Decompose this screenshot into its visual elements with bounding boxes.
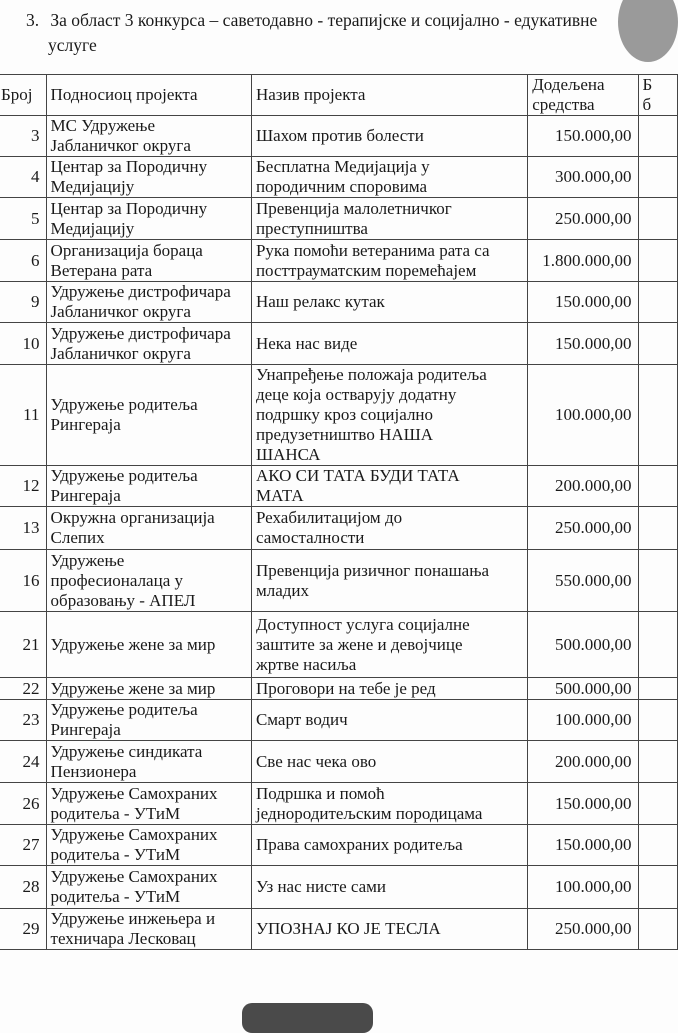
cell-sredstva: 100.000,00 bbox=[528, 365, 638, 466]
cell-naziv bbox=[251, 866, 527, 909]
header-sredstva-line-2: средства bbox=[532, 95, 595, 114]
cell-last-partial bbox=[638, 783, 678, 825]
podnosilac-line: Центар за Породичну bbox=[50, 157, 208, 176]
cell-naziv bbox=[251, 116, 527, 157]
naziv-line: Рехабилитацијом до bbox=[255, 508, 403, 527]
cell-naziv bbox=[251, 323, 527, 365]
cell-podnosilac bbox=[46, 909, 251, 950]
header-naziv: Назив пројекта bbox=[251, 75, 527, 116]
header-sredstva-line-1: Додељена bbox=[532, 75, 605, 94]
cell-naziv bbox=[251, 507, 527, 550]
table-row bbox=[0, 466, 678, 507]
podnosilac-line: Удружење инжењера и bbox=[50, 909, 216, 928]
podnosilac-line: Удружење дистрофичара bbox=[50, 282, 231, 301]
heading-line-1: За област 3 конкурса – саветодавно - терапијске и социјално - едукативне bbox=[50, 10, 598, 30]
cell-broj: 10 bbox=[0, 323, 46, 365]
naziv-line: преступништва bbox=[255, 218, 368, 238]
table-row bbox=[0, 700, 678, 741]
naziv-line: Шахом против болести bbox=[255, 126, 424, 145]
podnosilac-line: Рингераја bbox=[50, 720, 121, 739]
cell-sredstva: 250.000,00 bbox=[528, 909, 638, 950]
podnosilac-line: техничара Лесковац bbox=[50, 929, 196, 948]
cell-broj: 23 bbox=[0, 700, 46, 741]
naziv-line: Смарт водич bbox=[255, 710, 348, 729]
cell-sredstva: 250.000,00 bbox=[528, 507, 638, 550]
podnosilac-line: Удружење Самохраних bbox=[50, 825, 218, 844]
cell-broj: 16 bbox=[0, 550, 46, 612]
cell-naziv bbox=[251, 700, 527, 741]
cell-podnosilac bbox=[46, 323, 251, 365]
podnosilac-line: МС Удружење bbox=[50, 116, 156, 135]
naziv-line: жртве насиља bbox=[255, 654, 357, 674]
cell-sredstva: 150.000,00 bbox=[528, 116, 638, 157]
cell-broj: 21 bbox=[0, 612, 46, 678]
podnosilac-line: образовању - АПЕЛ bbox=[50, 590, 196, 610]
naziv-line: самосталности bbox=[255, 528, 365, 547]
naziv-line: Уз нас нисте сами bbox=[255, 877, 387, 896]
naziv-line: породичним споровима bbox=[255, 177, 428, 196]
naziv-line: Проговори на тебе је ред bbox=[255, 678, 436, 698]
podnosilac-line: Јабланичког округа bbox=[50, 343, 191, 363]
naziv-line: деце која остварују додатну bbox=[255, 385, 457, 404]
table-row bbox=[0, 507, 678, 550]
cell-broj: 22 bbox=[0, 678, 46, 700]
cell-naziv bbox=[251, 783, 527, 825]
cell-broj: 5 bbox=[0, 198, 46, 240]
cell-sredstva: 500.000,00 bbox=[528, 678, 638, 700]
cell-last-partial bbox=[638, 612, 678, 678]
cell-broj: 9 bbox=[0, 282, 46, 323]
cell-broj: 3 bbox=[0, 116, 46, 157]
cell-last-partial bbox=[638, 116, 678, 157]
cell-naziv bbox=[251, 198, 527, 240]
podnosilac-line: Рингераја bbox=[50, 486, 121, 505]
naziv-line: Превенција ризичног понашања bbox=[255, 560, 490, 580]
cell-sredstva: 150.000,00 bbox=[528, 323, 638, 365]
podnosilac-line: Удружење жене за мир bbox=[50, 634, 216, 654]
cell-last-partial bbox=[638, 678, 678, 700]
podnosilac-line: Центар за Породичну bbox=[50, 198, 208, 218]
table-row bbox=[0, 825, 678, 866]
cell-last-partial bbox=[638, 866, 678, 909]
naziv-line: Подршка и помоћ bbox=[255, 783, 385, 803]
naziv-line: Нека нас виде bbox=[255, 333, 358, 353]
cell-broj: 24 bbox=[0, 741, 46, 783]
cell-sredstva: 500.000,00 bbox=[528, 612, 638, 678]
table-row bbox=[0, 282, 678, 323]
naziv-line: УПОЗНАЈ КО ЈЕ ТЕСЛА bbox=[255, 919, 441, 938]
cell-sredstva: 150.000,00 bbox=[528, 282, 638, 323]
cell-sredstva: 550.000,00 bbox=[528, 550, 638, 612]
header-broj: Број bbox=[0, 75, 46, 116]
cell-last-partial bbox=[638, 741, 678, 783]
cell-podnosilac bbox=[46, 741, 251, 783]
cell-broj: 27 bbox=[0, 825, 46, 866]
header-last-line-2: б bbox=[642, 95, 652, 114]
cell-podnosilac bbox=[46, 866, 251, 909]
cell-podnosilac bbox=[46, 507, 251, 550]
naziv-line: заштите за жене и девојчице bbox=[255, 634, 463, 654]
table-row bbox=[0, 678, 678, 700]
cell-broj: 12 bbox=[0, 466, 46, 507]
header-last-partial bbox=[638, 75, 678, 116]
cell-broj: 4 bbox=[0, 157, 46, 198]
cell-naziv bbox=[251, 282, 527, 323]
cell-naziv bbox=[251, 157, 527, 198]
podnosilac-line: Удружење дистрофичара bbox=[50, 323, 231, 343]
cell-podnosilac bbox=[46, 240, 251, 282]
cell-last-partial bbox=[638, 282, 678, 323]
podnosilac-line: Јабланичког округа bbox=[50, 302, 191, 321]
podnosilac-line: Удружење Самохраних bbox=[50, 783, 218, 803]
cell-podnosilac bbox=[46, 116, 251, 157]
podnosilac-line: професионалаца у bbox=[50, 570, 183, 590]
cell-podnosilac bbox=[46, 550, 251, 612]
naziv-line: Унапређење положаја родитеља bbox=[255, 365, 487, 384]
header-last-line-1: Б bbox=[642, 75, 653, 94]
podnosilac-line: Слепих bbox=[50, 528, 105, 547]
naziv-line: Права самохраних родитеља bbox=[255, 835, 463, 854]
table-row bbox=[0, 240, 678, 282]
cell-broj: 26 bbox=[0, 783, 46, 825]
podnosilac-line: Пензионера bbox=[50, 761, 137, 781]
cell-podnosilac bbox=[46, 282, 251, 323]
naziv-line: младих bbox=[255, 580, 309, 600]
podnosilac-line: Медијацију bbox=[50, 218, 135, 238]
naziv-line: Рука помоћи ветеранима рата са bbox=[255, 240, 490, 260]
naziv-line: АКО СИ ТАТА БУДИ ТАТА bbox=[255, 466, 460, 485]
naziv-line: посттрауматским поремећајем bbox=[255, 260, 477, 280]
podnosilac-line: Удружење жене за мир bbox=[50, 678, 216, 698]
table-header-row bbox=[0, 75, 678, 116]
cell-broj: 11 bbox=[0, 365, 46, 466]
podnosilac-line: Удружење родитеља bbox=[50, 395, 198, 414]
naziv-line: Све нас чека ово bbox=[255, 751, 377, 771]
table-row bbox=[0, 365, 678, 466]
table-row bbox=[0, 157, 678, 198]
podnosilac-line: Окружна организација bbox=[50, 508, 215, 527]
table-row bbox=[0, 866, 678, 909]
naziv-line: Превенција малолетничког bbox=[255, 198, 452, 218]
table-row bbox=[0, 612, 678, 678]
podnosilac-line: Рингераја bbox=[50, 415, 121, 434]
cell-sredstva: 100.000,00 bbox=[528, 866, 638, 909]
cell-sredstva: 300.000,00 bbox=[528, 157, 638, 198]
table-row bbox=[0, 198, 678, 240]
cell-sredstva: 100.000,00 bbox=[528, 700, 638, 741]
cell-podnosilac bbox=[46, 466, 251, 507]
cell-naziv bbox=[251, 550, 527, 612]
cell-last-partial bbox=[638, 825, 678, 866]
table-row bbox=[0, 741, 678, 783]
cell-podnosilac bbox=[46, 198, 251, 240]
podnosilac-line: Удружење bbox=[50, 550, 125, 570]
table-row bbox=[0, 550, 678, 612]
section-heading bbox=[26, 8, 666, 58]
cell-sredstva: 150.000,00 bbox=[528, 783, 638, 825]
podnosilac-line: Удружење родитеља bbox=[50, 466, 198, 485]
podnosilac-line: Медијацију bbox=[50, 177, 135, 196]
cell-last-partial bbox=[638, 700, 678, 741]
podnosilac-line: Јабланичког округа bbox=[50, 136, 191, 155]
podnosilac-line: родитеља - УТиМ bbox=[50, 845, 181, 864]
naziv-line: Наш релакс кутак bbox=[255, 292, 385, 311]
cell-naziv bbox=[251, 612, 527, 678]
cell-podnosilac bbox=[46, 365, 251, 466]
cell-sredstva: 250.000,00 bbox=[528, 198, 638, 240]
table-row bbox=[0, 783, 678, 825]
cell-sredstva: 1.800.000,00 bbox=[528, 240, 638, 282]
cell-podnosilac bbox=[46, 678, 251, 700]
home-indicator-bar[interactable] bbox=[242, 1003, 373, 1033]
naziv-line: подршку кроз социјално bbox=[255, 405, 434, 424]
naziv-line: ШАНСА bbox=[255, 445, 321, 464]
cell-naziv bbox=[251, 365, 527, 466]
header-podnosilac: Подносиоц пројекта bbox=[46, 75, 251, 116]
cell-last-partial bbox=[638, 198, 678, 240]
podnosilac-line: родитеља - УТиМ bbox=[50, 803, 181, 823]
cell-last-partial bbox=[638, 323, 678, 365]
header-sredstva bbox=[528, 75, 638, 116]
cell-last-partial bbox=[638, 909, 678, 950]
podnosilac-line: Удружење Самохраних bbox=[50, 867, 218, 886]
naziv-line: Бесплатна Медијација у bbox=[255, 157, 430, 176]
cell-last-partial bbox=[638, 240, 678, 282]
cell-sredstva: 200.000,00 bbox=[528, 741, 638, 783]
cell-broj: 13 bbox=[0, 507, 46, 550]
cell-broj: 28 bbox=[0, 866, 46, 909]
cell-naziv bbox=[251, 240, 527, 282]
cell-naziv bbox=[251, 909, 527, 950]
cell-last-partial bbox=[638, 507, 678, 550]
naziv-line: Доступност услуга социјалне bbox=[255, 614, 470, 634]
table-body bbox=[0, 116, 678, 950]
cell-broj: 6 bbox=[0, 240, 46, 282]
cell-sredstva: 150.000,00 bbox=[528, 825, 638, 866]
podnosilac-line: Удружење синдиката bbox=[50, 741, 203, 761]
cell-podnosilac bbox=[46, 700, 251, 741]
cell-last-partial bbox=[638, 550, 678, 612]
naziv-line: МАТА bbox=[255, 486, 304, 505]
cell-podnosilac bbox=[46, 157, 251, 198]
podnosilac-line: Ветерана рата bbox=[50, 260, 153, 280]
cell-last-partial bbox=[638, 157, 678, 198]
naziv-line: предузетништво НАША bbox=[255, 425, 434, 444]
table-row bbox=[0, 909, 678, 950]
grants-table bbox=[0, 74, 678, 950]
naziv-line: једнородитељским породицама bbox=[255, 803, 483, 823]
podnosilac-line: Организација бораца bbox=[50, 240, 203, 260]
heading-line-2: услуге bbox=[48, 35, 97, 55]
cell-last-partial bbox=[638, 466, 678, 507]
cell-naziv bbox=[251, 741, 527, 783]
cell-podnosilac bbox=[46, 825, 251, 866]
podnosilac-line: Удружење родитеља bbox=[50, 700, 198, 719]
podnosilac-line: родитеља - УТиМ bbox=[50, 887, 181, 906]
cell-podnosilac bbox=[46, 783, 251, 825]
cell-naziv bbox=[251, 466, 527, 507]
section-number: 3. bbox=[26, 10, 40, 30]
cell-naziv bbox=[251, 678, 527, 700]
cell-broj: 29 bbox=[0, 909, 46, 950]
table-row bbox=[0, 323, 678, 365]
cell-sredstva: 200.000,00 bbox=[528, 466, 638, 507]
cell-last-partial bbox=[638, 365, 678, 466]
cell-naziv bbox=[251, 825, 527, 866]
cell-podnosilac bbox=[46, 612, 251, 678]
table-row bbox=[0, 116, 678, 157]
